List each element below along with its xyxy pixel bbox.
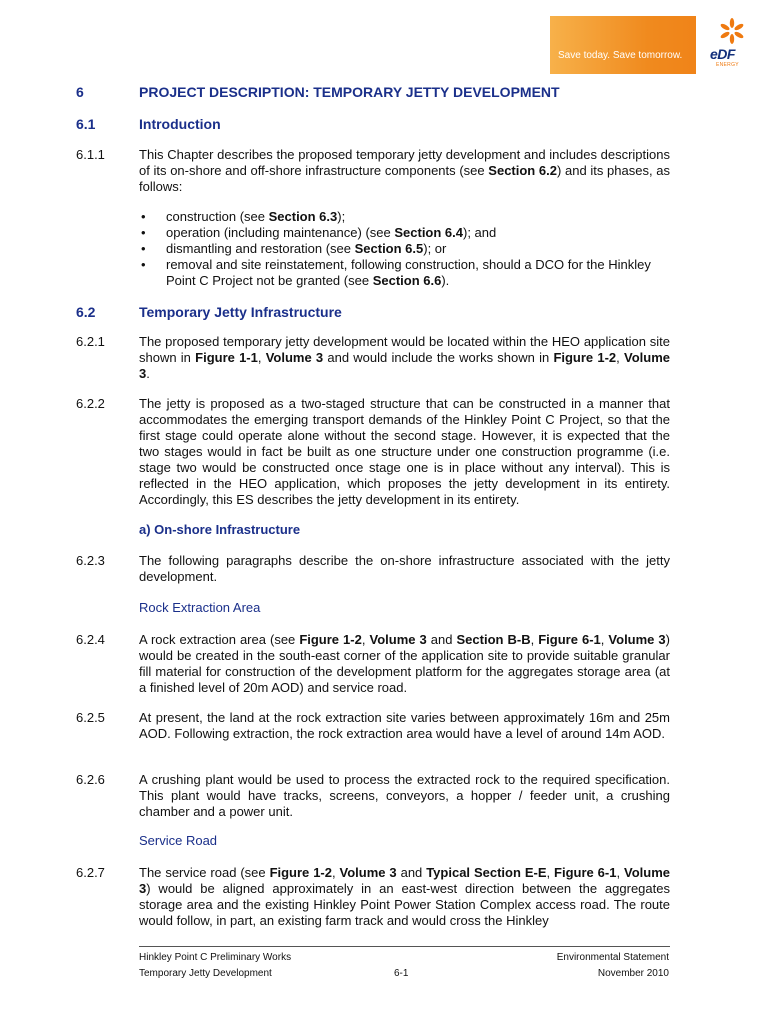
logo-subtext: ENERGY xyxy=(716,62,739,68)
list-item: • removal and site reinstatement, following construction, should a DCO for the Hinkley Point C Project not be granted (see Section 6.6). xyxy=(141,257,651,288)
para-6-2-4: A rock extraction area (see Figure 1-2, Volume 3 and Section B-B, Figure 6-1, Volume 3) would be created in the south-east corner of the application site to provide suitable granular fill material for construction of the development platform for the aggregates storage area (at a finished level of 20m AOD) and service road. xyxy=(139,632,671,695)
footer-document: Temporary Jetty Development xyxy=(139,968,272,979)
para-6-2-1-number: 6.2.1 xyxy=(76,334,105,349)
section-6-1-title: Introduction xyxy=(139,116,221,132)
para-6-2-1: The proposed temporary jetty development would be located within the HEO application site shown in Figure 1-1, Volume 3 and would include the works shown in Figure 1-2, Volume 3. xyxy=(139,334,670,381)
edf-swirl-icon xyxy=(714,18,750,46)
para-6-2-7-number: 6.2.7 xyxy=(76,865,105,880)
section-6-1-number: 6.1 xyxy=(76,116,96,132)
subheading-rock-extraction: Rock Extraction Area xyxy=(139,600,261,615)
page-number: 6-1 xyxy=(394,968,409,979)
para-6-2-2-number: 6.2.2 xyxy=(76,396,105,411)
slogan: Save today. Save tomorrow. xyxy=(558,50,683,61)
subheading-on-shore: a) On-shore Infrastructure xyxy=(139,522,301,537)
list-item: • construction (see Section 6.3); xyxy=(141,209,346,224)
para-6-2-3-number: 6.2.3 xyxy=(76,553,105,568)
edf-logo xyxy=(696,16,768,74)
para-6-1-1-number: 6.1.1 xyxy=(76,147,105,162)
phase-list xyxy=(139,209,670,289)
subheading-service-road: Service Road xyxy=(139,833,218,848)
section-6-2-title: Temporary Jetty Infrastructure xyxy=(139,304,342,320)
footer-date: November 2010 xyxy=(597,968,669,979)
para-6-2-5: At present, the land at the rock extraction site varies between approximately 16m and 25m AOD. Following extraction, the rock extraction area would have a level of around 14m AOD. xyxy=(139,710,670,741)
footer-report-type: Environmental Statement xyxy=(556,952,669,963)
para-6-1-1: This Chapter describes the proposed temporary jetty development and includes descriptions of its on-shore and off-shore infrastructure components (see Section 6.2) and its phases, as follows: xyxy=(139,147,670,194)
footer-project: Hinkley Point C Preliminary Works xyxy=(139,952,292,963)
logo-text: eDF xyxy=(710,46,735,62)
para-6-2-5-number: 6.2.5 xyxy=(76,710,105,725)
chapter-title: PROJECT DESCRIPTION: TEMPORARY JETTY DEVELOPMENT xyxy=(139,84,560,100)
para-6-2-6-number: 6.2.6 xyxy=(76,772,105,787)
para-6-2-2: The jetty is proposed as a two-staged structure that can be constructed in a manner that accommodates the emerging transport demands of the Hinkley Point C Project, so that the first stage could operate alone without the second stage. However, it is expected that the two stages would in fact be built as one structure under one construction programme (i.e. stage two would be constructed once stage one is in place without any interval). This is reflected in the HEO application, which proposes the jetty development in its entirety. Accordingly, this ES describes the jetty development in its entirety. xyxy=(139,396,670,507)
section-6-2-number: 6.2 xyxy=(76,304,96,320)
list-item: • dismantling and restoration (see Section 6.5); or xyxy=(141,241,447,256)
para-6-2-3: The following paragraphs describe the on-shore infrastructure associated with the jetty development. xyxy=(139,553,670,584)
para-6-2-4-number: 6.2.4 xyxy=(76,632,105,647)
chapter-number: 6 xyxy=(76,84,84,100)
footer-divider xyxy=(139,946,670,947)
para-6-2-7: The service road (see Figure 1-2, Volume 3 and Typical Section E-E, Figure 6-1, Volume 3) would be aligned approximately in an east-west direction between the aggregates storage area and the existing Hinkley Point Power Station Complex access road. The route would follow, in part, an existing farm track and would cross the Hinkley xyxy=(139,865,670,928)
list-item: • operation (including maintenance) (see Section 6.4); and xyxy=(141,225,497,240)
para-6-2-6: A crushing plant would be used to process the extracted rock to the required specification. This plant would have tracks, screens, conveyors, a hopper / feeder unit, a crushing chamber and a power unit. xyxy=(139,772,670,819)
